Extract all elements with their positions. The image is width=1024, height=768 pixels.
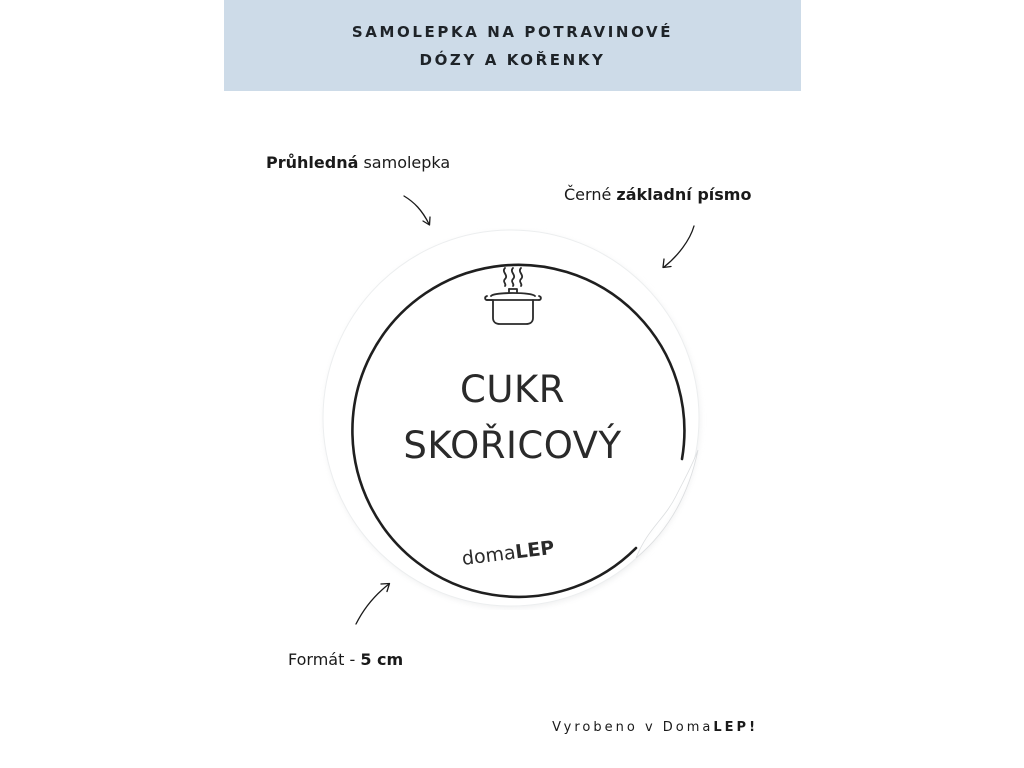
format-note [288,650,403,669]
cooking-pot-icon [483,264,543,328]
font-note [564,185,751,204]
font-note-bold: základní písmo [616,185,752,204]
sticker-label-line-1: CUKR [460,368,565,411]
footer-credit-regular: Vyrobeno v Doma [552,720,714,735]
format-note-bold: 5 cm [360,650,404,669]
footer-credit-bold: LEP! [713,720,758,735]
brand-logo-light: doma [460,541,517,570]
footer-credit [552,720,758,735]
transparent-note [266,153,450,172]
font-note-regular: Černé [564,185,617,204]
header-line-1: SAMOLEPKA NA POTRAVINOVÉ [351,22,674,41]
header-line-2: DÓZY A KOŘENKY [419,50,606,69]
arrow-to-sticker-edge-icon [398,190,438,232]
header-banner [224,0,801,91]
transparent-note-bold: Průhledná [266,153,359,172]
format-note-regular: Formát - [288,650,361,669]
transparent-note-rest: samolepka [358,153,451,172]
brand-logo-bold: LEP [514,536,556,564]
sticker-label-line-2: SKOŘICOVÝ [403,424,622,467]
